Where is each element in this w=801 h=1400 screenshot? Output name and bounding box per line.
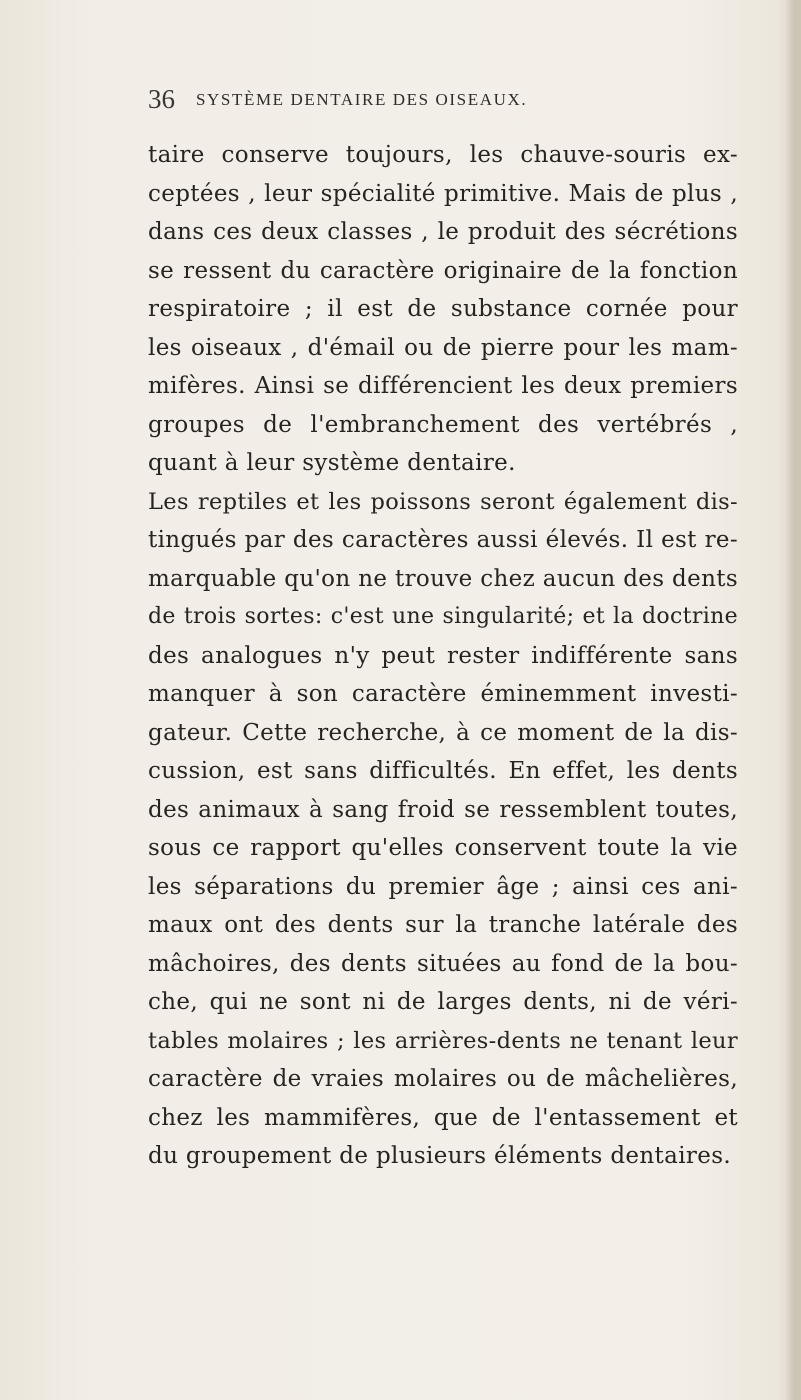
text-line: du groupement de plusieurs éléments dentaires. (148, 1143, 732, 1169)
text-line: mifères. Ainsi se différencient les deux premiers (148, 373, 738, 399)
text-line: tingués par des caractères aussi élevés. Il est re- (148, 527, 738, 553)
text-line: sous ce rapport qu'elles conservent toute la vie (148, 835, 738, 861)
text-line: les oiseaux , d'émail ou de pierre pour les mam- (148, 334, 738, 361)
page-edge-shadow (785, 0, 801, 1400)
text-line: maux ont des dents sur la tranche latérale des (148, 912, 738, 938)
text-line: de trois sortes: c'est une singularité; et la doctrine (148, 604, 738, 629)
text-line: mâchoires, des dents situées au fond de la bou- (148, 950, 738, 977)
body-text (148, 136, 738, 1176)
text-line: Les reptiles et les poissons seront également dis- (148, 488, 738, 515)
text-line: des analogues n'y peut rester indifférente sans (148, 642, 738, 669)
page-number: 36 (148, 84, 175, 114)
text-line: gateur. Cette recherche, à ce moment de la dis- (148, 719, 738, 746)
text-line: che, qui ne sont ni de larges dents, ni de véri- (148, 989, 738, 1015)
text-line: des animaux à sang froid se ressemblent toutes, (148, 796, 738, 823)
text-line: les séparations du premier âge ; ainsi ces ani- (148, 873, 738, 900)
text-line: cussion, est sans difficultés. En effet, les dents (148, 758, 738, 784)
text-line: marquable qu'on ne trouve chez aucun des dents (148, 565, 738, 592)
text-line: caractère de vraies molaires ou de mâchelières, (148, 1066, 738, 1092)
running-head: SYSTÈME DENTAIRE DES OISEAUX. (196, 90, 528, 109)
text-line: respiratoire ; il est de substance cornée pour (148, 296, 738, 322)
text-line: ceptées , leur spécialité primitive. Mais de plus , (148, 180, 738, 207)
page-header (148, 84, 748, 124)
text-line: manquer à son caractère éminemment investi- (148, 681, 738, 707)
text-line: se ressent du caractère originaire de la fonction (148, 257, 738, 284)
text-line: quant à leur système dentaire. (148, 450, 516, 476)
text-line: groupes de l'embranchement des vertébrés , (148, 411, 738, 438)
text-line: chez les mammifères, que de l'entassement et (148, 1104, 738, 1131)
text-line: taire conserve toujours, les chauve-souris ex- (148, 142, 738, 168)
text-line: dans ces deux classes , le produit des sécrétions (148, 219, 738, 245)
text-line: tables molaires ; les arrières-dents ne tenant leur (148, 1027, 738, 1054)
